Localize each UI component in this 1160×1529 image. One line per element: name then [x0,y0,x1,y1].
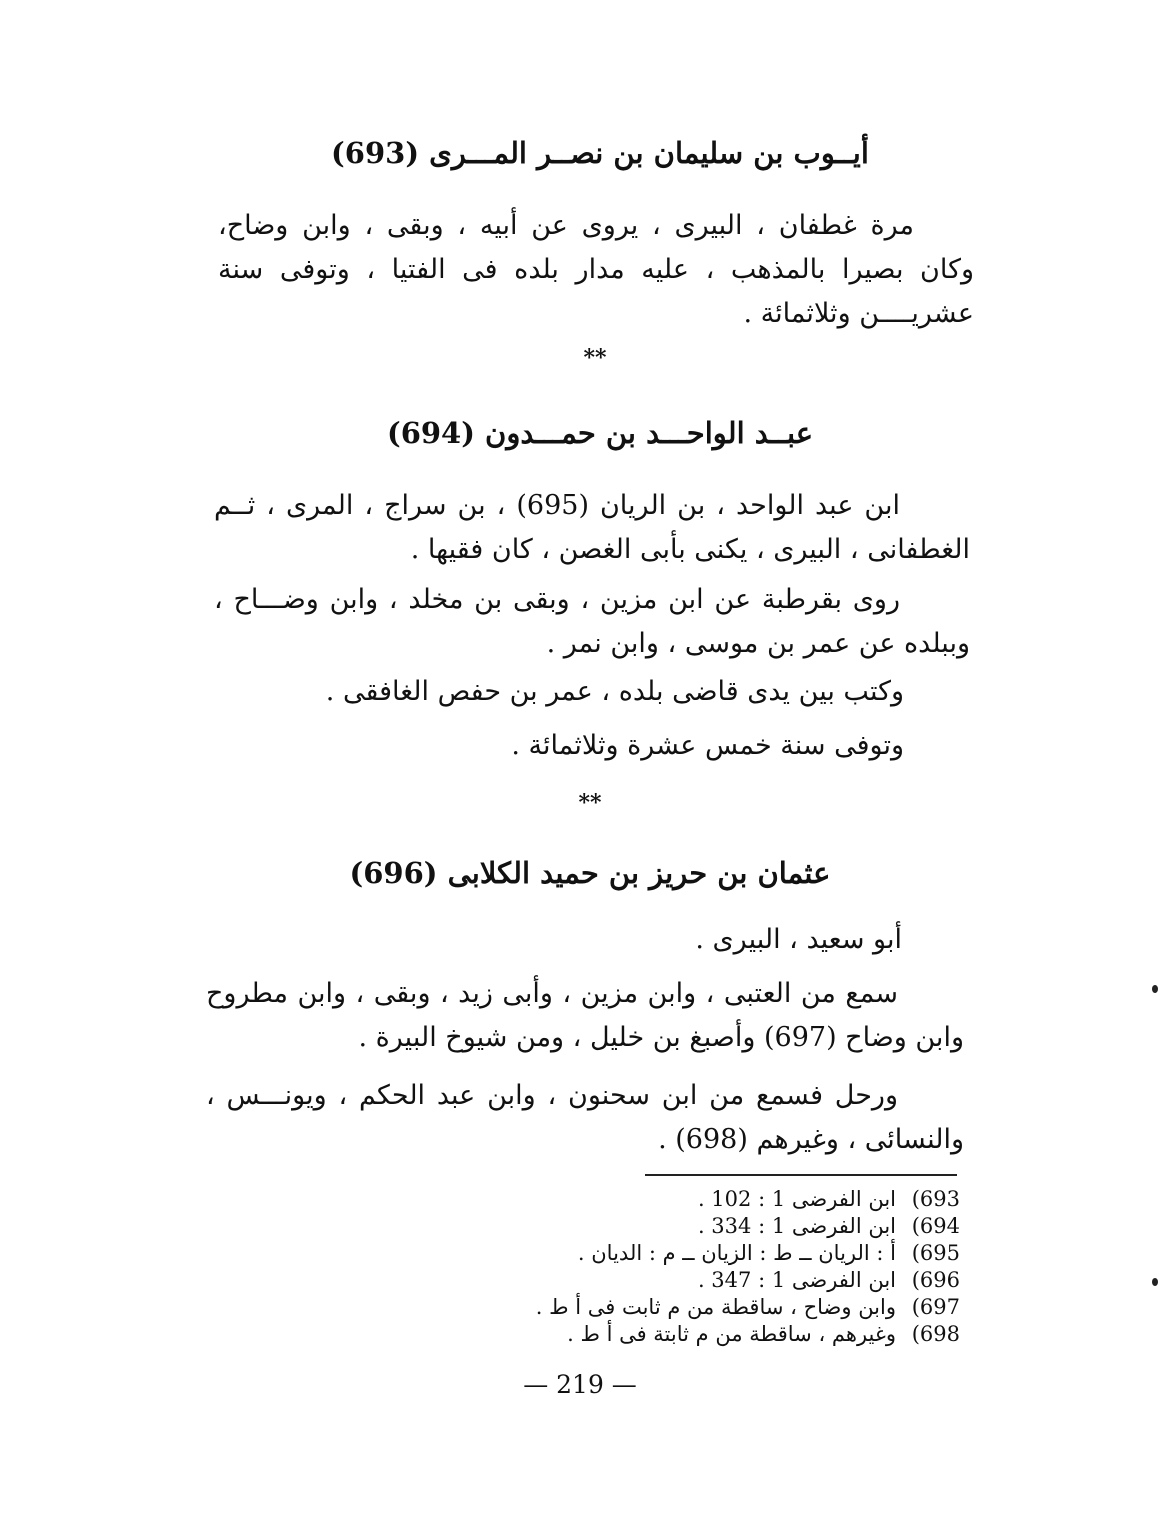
footnote-694 [440,1213,960,1240]
footnote-number: (693 [911,1187,960,1211]
entry-paragraph-694-death: وتوفى سنة خمس عشرة وثلاثمائة . [511,730,904,761]
footnote-696 [440,1267,960,1294]
footnote-698 [440,1321,960,1348]
entry-paragraph-696-kunya: أبو سعيد ، البيرى . [695,924,902,955]
entry-heading-694: عبــد الواحـــد بن حمـــدون (694) [386,416,814,450]
footnote-text: أ : الريان ــ ط : الزيان ــ م : الديان . [577,1241,896,1265]
entry-paragraph-694-teachers: روى بقرطبة عن ابن مزين ، وبقى بن مخلد ، وابن وضـــاح ، وببلده عن عمر بن موسى ، وابن نمر . [214,584,970,659]
scan-speck [1152,1278,1158,1286]
footnote-693 [440,1186,960,1213]
footnote-number: (694 [911,1214,960,1238]
footnote-text: ابن الفرضى 1 : 347 . [697,1268,896,1292]
entry-paragraph-696-teachers: سمع من العتبى ، وابن مزين ، وأبى زيد ، وبقى ، وابن مطروح وابن وضاح (697) وأصبغ بن خليل ، ومن شيوخ البيرة . [206,978,964,1053]
footnote-text: وغيرهم ، ساقطة من م ثابتة فى أ ط . [567,1322,896,1346]
footnote-number: (696 [911,1268,960,1292]
entry-paragraph-694-scribe: وكتب بين يدى قاضى بلده ، عمر بن حفص الغافقى . [325,676,904,707]
entry-heading-693: أيــوب بن سليمان بن نصــر المـــرى (693) [331,136,869,170]
section-separator: ** [583,345,607,371]
footnote-text: وابن وضاح ، ساقطة من م ثابت فى أ ط . [535,1295,896,1319]
footnote-number: (698 [911,1322,960,1346]
page-number: — 219 — [523,1370,637,1399]
footnote-number: (695 [911,1241,960,1265]
entry-paragraph-696-travel: ورحل فسمع من ابن سحنون ، وابن عبد الحكم ، ويونـــس ، والنسائى ، وغيرهم (698) . [206,1080,964,1155]
footnote-text: ابن الفرضى 1 : 102 . [697,1187,896,1211]
footnote-rule [645,1174,957,1176]
entry-paragraph-694-lineage: ابن عبد الواحد ، بن الريان (695) ، بن سراج ، المرى ، ثــم الغطفانى ، البيرى ، يكنى بأبى الغصن ، كان فقيها . [214,490,970,565]
footnote-695 [440,1240,960,1267]
entry-body-693: مرة غطفان ، البيرى ، يروى عن أبيه ، وبقى ، وابن وضاح، وكان بصيرا بالمذهب ، عليه مدار بلده فى الفتيا ، وتوفى سنة عشريــــن وثلاثمائة . [218,210,974,329]
scan-speck [1152,985,1158,993]
footnote-number: (697 [911,1295,960,1319]
entry-heading-696: عثمان بن حريز بن حميد الكلابى (696) [349,856,831,890]
footnote-697 [440,1294,960,1321]
section-separator: ** [578,790,602,816]
footnote-text: ابن الفرضى 1 : 334 . [697,1214,896,1238]
footnotes [440,1186,960,1348]
